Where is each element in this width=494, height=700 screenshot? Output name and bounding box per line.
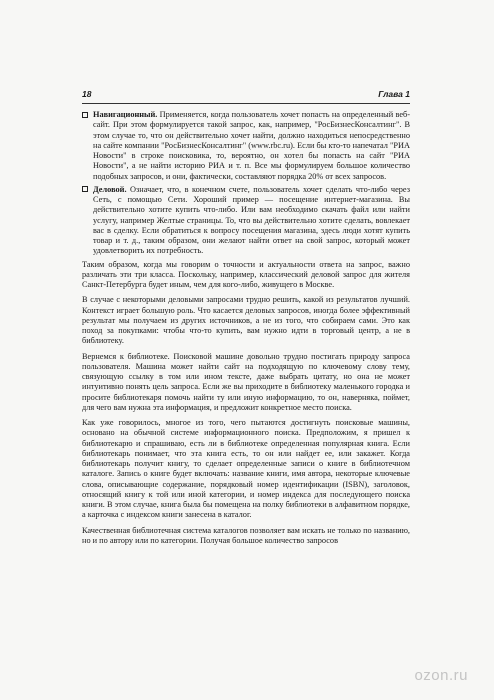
bullet-item-business (82, 185, 410, 257)
paragraph: В случае с некоторыми деловыми запросами трудно решить, какой из результатов лучший. Контекст играет большую роль. Что касается деловых запросов, иногда более эффективный результат мы получаем из других источников, а не из того, что собираем сами. Это как поход за покупками: чтобы что-то купить, вам нужно идти в торговый центр, а не в библиотеку. (82, 295, 410, 346)
paragraph: Вернемся к библиотеке. Поисковой машине довольно трудно постигать природу запроса пользователя. Машина может найти сайт на подходящую по ключевому слову тему, связующую ссылку в том или ином тексте, даже выбрать цитату, но она не может интуитивно понять цель запроса. Если же вы приходите в библиотеку маленького городка и просите библиотекаря помочь найти ту или иную информацию, то он, наверняка, поймет, для чего вам нужна эта информация, и предложит конкретное место поиска. (82, 351, 410, 412)
chapter-title: Глава 1 (378, 89, 410, 99)
watermark-logo: ozon.ru (414, 667, 468, 684)
bullet-term: Деловой. (93, 184, 127, 194)
page-body (82, 110, 410, 551)
paragraph: Как уже говорилось, многое из того, чего пытаются достигнуть поисковые машины, основано на обычной системе информационного поиска. Предположим, я пришел к библиотекарю и спрашиваю, есть ли в библиотеке определенная популярная книга. Если библиотекарь понимает, что эта книга есть, то он или найдет ее, или закажет. Когда библиотекарь получит книгу, то сделает определенные записи о книге в библиотечном каталоге. Запись о книге будет включать: название книги, имя автора, некоторые ключевые слова, описывающие содержание, порядковый номер идентификации (ISBN), заголовок, относящий книгу к той или иной категории, и номер индекса для последующего поиска книги. В этом случае, книга была бы помещена на полку библиотеки в алфавитном порядке, а карточка с индексом книги занесена в каталог. (82, 418, 410, 520)
paragraph: Качественная библиотечная система каталогов позволяет вам искать не только по названию, но и по автору или по категории. Получая большое количество запросов (82, 525, 410, 545)
bullet-item-navigational (82, 110, 410, 182)
page-header (82, 89, 410, 103)
bullet-term: Навигационный. (93, 110, 158, 119)
bullet-text: Применяется, когда пользователь хочет попасть на определенный веб-сайт. При этом формулируется такой запрос, как, например, "РосБизнесКонсалтинг". В этом случае то, что он действительно хочет найти, должно находиться непосредственно на сайте компании "РосБизнесКонсалтинг" (www.rbc.ru). Если бы кто-то напечатал "РИА Новости" в строке поисковика, то, вероятно, он хотел бы попасть на сайт "РИА Новости", а не найти историю РИА и т. п. Все мы формулируем большое количество подобных запросов, и они, фактически, составляют порядка 20% от всех запросов. (93, 110, 410, 181)
paragraph: Таким образом, когда мы говорим о точности и актуальности ответа на запрос, важно различать эти три класса. Поскольку, например, классический деловой запрос для жителя Санкт-Петербурга будет иным, чем для кого-либо, живущего в Москве. (82, 259, 410, 289)
bullet-text: Означает, что, в конечном счете, пользователь хочет сделать что-либо через Сеть, с помощью Сети. Хороший пример — посещение интернет-магазина. Вы действительно хотите купить что-либо. Или вам необходимо скачать файл или найти услугу, например Желтые страницы. То, что вы действительно хотите сделать, вовлекает вас в сделку. Если обратиться к вопросу посещения магазина, здесь люди хотят купить товар и т. д., таким образом, они желают найти ответ на свой запрос, который может удовлетворить их потребность. (93, 184, 410, 256)
checkbox-bullet-icon (82, 186, 88, 192)
page-number: 18 (82, 89, 92, 99)
header-rule (82, 103, 410, 104)
checkbox-bullet-icon (82, 112, 88, 118)
